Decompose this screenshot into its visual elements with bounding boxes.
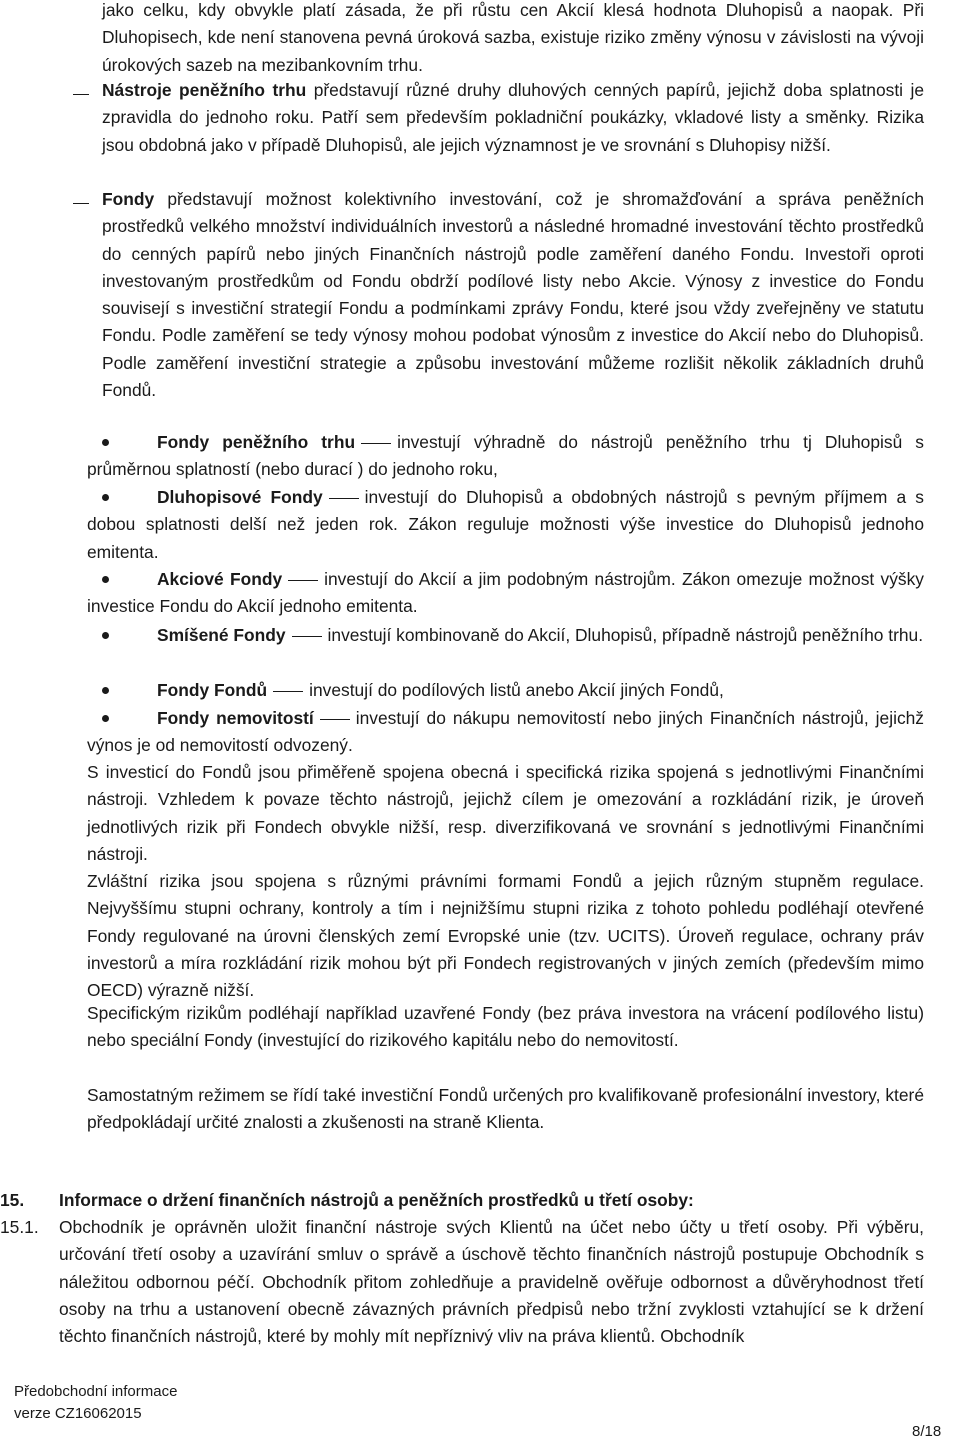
fund-type-title: Fondy Fondů [157,680,268,700]
dash-separator [288,580,318,581]
dash-separator [320,719,350,720]
dash-separator [292,636,322,637]
risk-paragraph: S investicí do Fondů jsou přiměřeně spojena obecná i specifická rizika spojená s jednotlivými Finančními nástroji. Vzhledem k povaze těchto nástrojů, jejichž cílem je omezování a rozkládání rizik, je úroveň jednotlivých rizik při Fondech obvykle nižší, resp. diverzifikovaná ve srovnání s jednotlivými Finančními nástroji. [87,762,924,864]
subsection-number: 15.1. [0,1217,39,1237]
fund-type-title: Fondy nemovitostí [157,708,314,728]
fund-type-item [87,677,924,704]
fund-type-item [87,429,924,484]
fund-type-text: investují do Dluhopisů a obdobných nástrojů s pevným příjmem a s dobou splatnosti delší než jeden rok. Zákon reguluje možnosti výše investice do Dluhopisů jednoho emitenta. [87,487,924,562]
dash-marker [73,94,89,95]
fund-type-item [87,566,924,621]
section-number: 15. [0,1190,25,1210]
funds-paragraph [102,186,924,404]
regulation-paragraph: Zvláštní rizika jsou spojena s různými právními formami Fondů a jejich různým stupněm regulace. Nejvyššímu stupni ochrany, kontroly a tím i nejnižšímu stupni rizika z tohoto pohledu podléhají otevřené Fondy regulované na úrovni členských zemí Evropské unie (tzv. UCITS). Úroveň regulace, ochrany práv investorů a míra rozkládání rizik mohou být při Fondech registrovaných v jiných zemích (především mimo OECD) výrazně nižší. [87,871,924,1001]
section-title: Informace o držení finančních nástrojů a peněžních prostředků u třetí osoby: [59,1190,694,1210]
fund-type-title: Dluhopisové Fondy [157,487,323,507]
fund-type-title: Akciové Fondy [157,569,283,589]
fund-type-item [87,705,924,760]
money-market-text: představují různé druhy dluhových cenných papírů, jejichž doba splatnosti je zpravidla do jednoho roku. Patří sem především pokladniční poukázky, vkladové listy a směnky. Rizika jsou obdobná jako v případě Dluhopisů, ale jejich významnost je ve srovnání s Dluhopisy nižší. [102,80,924,155]
fund-type-text: investují výhradně do nástrojů peněžního trhu tj Dluhopisů s průměrnou splatností (nebo durací ) do jednoho roku, [87,432,924,480]
intro-paragraph: jako celku, kdy obvykle platí zásada, že při růstu cen Akcií klesá hodnota Dluhopisů a naopak. Při Dluhopisech, kde není stanovena pevná úroková sazba, existuje riziko změny výnosu v závislosti na vývoji úrokových sazeb na mezibankovním trhu. [102,0,924,75]
page-number: 8/18 [912,1423,942,1440]
footer-version: verze CZ16062015 [14,1405,142,1422]
fund-type-text: investují do podílových listů anebo Akcií jiných Fondů, [309,680,724,700]
fund-type-title: Smíšené Fondy [157,625,286,645]
dash-separator [329,498,359,499]
fund-type-item [87,622,924,649]
funds-text: představují možnost kolektivního investování, což je shromažďování a správa peněžních prostředků velkého množství individuálních investorů a následné hromadné investování těchto prostředků do cenných papírů nebo jiných Finančních nástrojů podle zaměření daného Fondu. Investoři oproti investovaným prostředkům od Fondu obdrží podílové listy nebo Akcie. Výnosy z investice do Fondu souvisejí s investiční strategií Fondu a podmínkami zprávy Fondu, které jsou vždy zveřejněny ve statutu Fondu. Podle zaměření se tedy výnosy mohou podobat výnosům z investice do Akcií nebo do Dluhopisů. Podle zaměření investiční strategie a způsobu investování můžeme rozlišit několik základních druhů Fondů. [102,189,924,401]
fund-type-title: Fondy peněžního trhu [157,432,356,452]
footer-doc-name: Předobchodní informace [14,1383,178,1400]
qualified-investors-paragraph: Samostatným režimem se řídí také investiční Fondů určených pro kvalifikovaně profesionální investory, které předpokládají určité znalosti a zkušenosti na straně Klienta. [87,1085,924,1133]
fund-type-item [87,484,924,566]
money-market-title: Nástroje peněžního trhu [102,80,307,100]
dash-separator [273,691,303,692]
dash-separator [361,443,391,444]
specific-risk-paragraph: Specifickým rizikům podléhají například uzavřené Fondy (bez práva investora na vrácení podílového listu) nebo speciální Fondy (investující do rizikového kapitálu nebo do nemovitostí. [87,1003,924,1051]
funds-title: Fondy [102,189,155,209]
fund-type-text: investují kombinovaně do Akcií, Dluhopisů, případně nástrojů peněžního trhu. [327,625,924,645]
fund-type-text: investují do Akcií a jim podobným nástrojům. Zákon omezuje možnost výšky investice Fondu do Akcií jednoho emitenta. [87,569,924,617]
subsection-text: Obchodník je oprávněn uložit finanční nástroje svých Klientů na účet nebo účty u třetí osoby. Při výběru, určování třetí osoby a uzavírání smluv o správě a úschově těchto finančních nástrojů postupuje Obchodník s náležitou odbornou péčí. Obchodník přitom zohledňuje a pravidelně ověřuje odbornost a důvěryhodnost třetí osoby na trhu a ustanovení obecně závazných právních předpisů nebo tržní zvyklosti vztahující se k držení těchto finančních nástrojů, které by mohly mít nepříznivý vliv na práva klientů. Obchodník [59,1217,924,1347]
fund-type-text: investují do nákupu nemovitostí nebo jiných Finančních nástrojů, jejichž výnos je od nemovitostí odvozený. [87,708,925,756]
money-market-paragraph [102,77,924,159]
dash-marker [73,203,89,204]
